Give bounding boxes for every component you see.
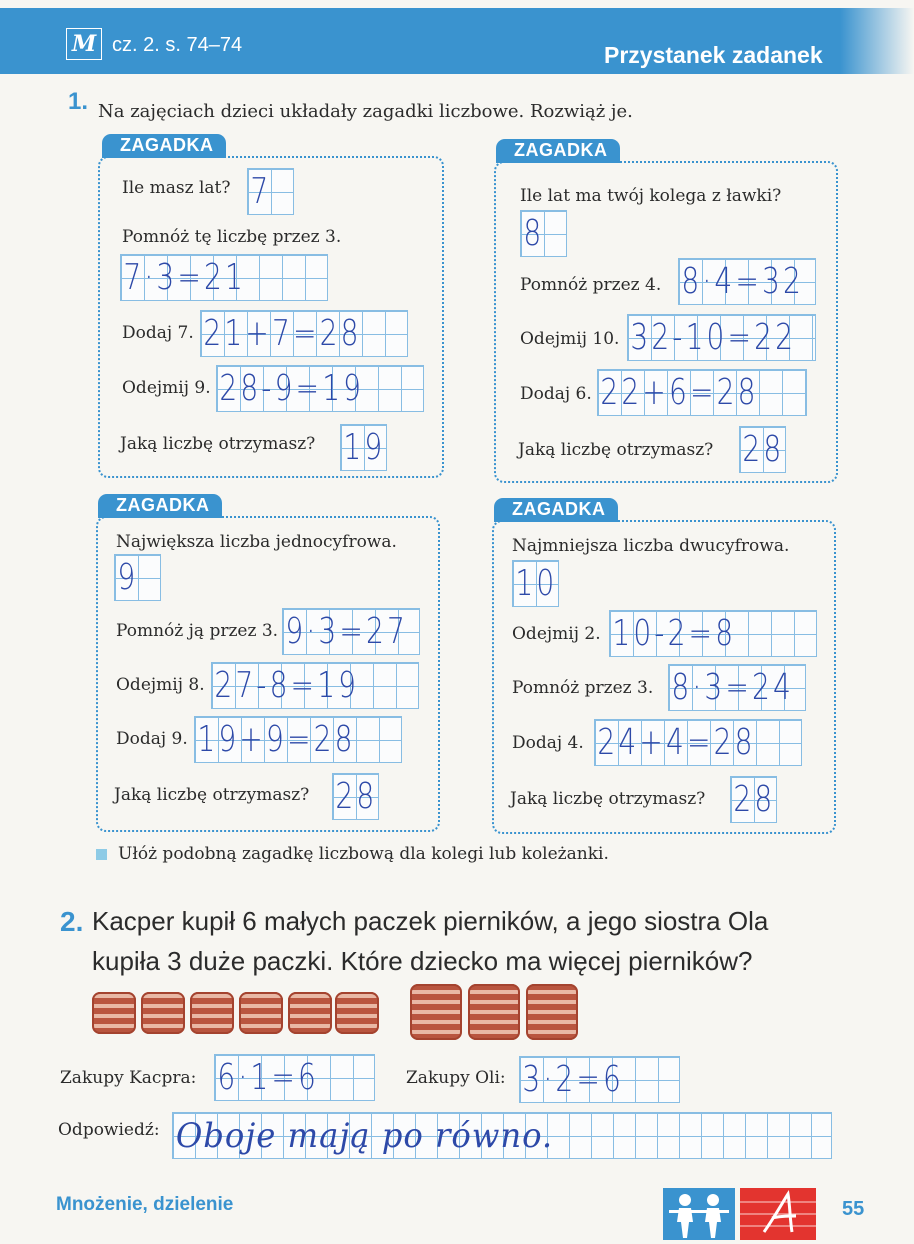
ola-answer: 3·2=6 bbox=[522, 1059, 624, 1100]
card3-line5-label: Jaką liczbę otrzymasz? bbox=[114, 785, 310, 805]
small-gingerbread-pack-icon bbox=[92, 992, 136, 1034]
card1-line5-label: Jaką liczbę otrzymasz? bbox=[120, 434, 316, 454]
card1-line2-grid[interactable] bbox=[120, 254, 328, 301]
workbook-m-icon: M bbox=[66, 28, 102, 60]
card2-tag: ZAGADKA bbox=[496, 139, 620, 163]
bullet-square-icon bbox=[96, 849, 107, 860]
card4-line5-answer: 28 bbox=[733, 779, 776, 820]
card1-line1-label: Ile masz lat? bbox=[122, 178, 231, 198]
card3-line5-grid[interactable] bbox=[332, 773, 379, 820]
card3-line2-grid[interactable] bbox=[282, 608, 420, 655]
card1-line1-answer: 7 bbox=[250, 171, 272, 212]
card2-line5-label: Jaką liczbę otrzymasz? bbox=[518, 440, 714, 460]
small-gingerbread-pack-icon bbox=[239, 992, 283, 1034]
card4-line4-answer: 24+4=28 bbox=[597, 722, 756, 763]
card4-line5-label: Jaką liczbę otrzymasz? bbox=[510, 789, 706, 809]
card4-line5-grid[interactable] bbox=[730, 776, 777, 823]
answer-text: Oboje mają po równo. bbox=[175, 1116, 554, 1156]
card2-line3-grid[interactable] bbox=[627, 314, 816, 361]
card2-line1-label: Ile lat ma twój kolega z ławki? bbox=[520, 186, 782, 206]
card4-line1-answer: 10 bbox=[515, 563, 558, 604]
task2-number: 2. bbox=[60, 906, 84, 937]
card2-line5-answer: 28 bbox=[742, 429, 785, 470]
page-title: Przystanek zadanek bbox=[604, 42, 823, 68]
card2-line5-grid[interactable] bbox=[739, 426, 786, 473]
card4-line1-grid[interactable] bbox=[512, 560, 559, 607]
small-gingerbread-pack-icon bbox=[335, 992, 379, 1034]
card1-tag: ZAGADKA bbox=[102, 134, 226, 158]
card4-line4-label: Dodaj 4. bbox=[512, 733, 584, 753]
group-work-icon bbox=[663, 1188, 735, 1240]
card4-line2-grid[interactable] bbox=[609, 610, 817, 657]
page-number: 55 bbox=[842, 1198, 865, 1220]
card3-line2-answer: 9·3=27 bbox=[285, 611, 408, 652]
task1-number: 1. bbox=[68, 88, 89, 115]
card2-line3-answer: 32-10=22 bbox=[630, 317, 797, 358]
card1-line4-label: Odejmij 9. bbox=[122, 378, 211, 398]
card4-line4-grid[interactable] bbox=[594, 719, 802, 766]
card1-line2-label: Pomnóż tę liczbę przez 3. bbox=[122, 227, 342, 247]
answer-grid[interactable] bbox=[172, 1112, 832, 1159]
kacper-grid[interactable] bbox=[214, 1054, 375, 1101]
card4-line3-grid[interactable] bbox=[668, 664, 806, 711]
card4-line2-answer: 10-2=8 bbox=[612, 613, 737, 654]
card3-line1-answer: 9 bbox=[117, 557, 139, 598]
small-gingerbread-pack-icon bbox=[288, 992, 332, 1034]
card1-line2-answer: 7·3=21 bbox=[123, 257, 246, 298]
card2-line2-label: Pomnóż przez 4. bbox=[520, 275, 662, 295]
card1-line5-answer: 19 bbox=[343, 427, 386, 468]
card3-line5-answer: 28 bbox=[335, 776, 378, 817]
card2-line4-answer: 22+6=28 bbox=[600, 372, 759, 413]
card3-line4-label: Dodaj 9. bbox=[116, 729, 188, 749]
card3-tag: ZAGADKA bbox=[98, 494, 222, 518]
card1-line3-label: Dodaj 7. bbox=[122, 323, 194, 343]
card3-line1-label: Największa liczba jednocyfrowa. bbox=[116, 532, 397, 552]
card2-line1-grid[interactable] bbox=[520, 210, 567, 257]
card3-line3-label: Odejmij 8. bbox=[116, 675, 205, 695]
card1-line4-grid[interactable] bbox=[216, 365, 424, 412]
card1-line5-grid[interactable] bbox=[340, 424, 387, 471]
card4-line2-label: Odejmij 2. bbox=[512, 624, 601, 644]
card4-line3-label: Pomnóż przez 3. bbox=[512, 678, 654, 698]
kacper-label: Zakupy Kacpra: bbox=[60, 1068, 197, 1088]
card1-line1-grid[interactable] bbox=[247, 168, 294, 215]
card3-line2-label: Pomnóż ją przez 3. bbox=[116, 621, 279, 641]
card4-line1-label: Najmniejsza liczba dwucyfrowa. bbox=[512, 536, 790, 556]
card2-line2-grid[interactable] bbox=[678, 258, 816, 305]
handwriting-a-icon bbox=[740, 1188, 816, 1240]
workbook-reference: cz. 2. s. 74–74 bbox=[112, 34, 243, 56]
header-fade bbox=[840, 0, 914, 80]
card2-line2-answer: 8·4=32 bbox=[681, 261, 804, 302]
large-gingerbread-pack-icon bbox=[468, 984, 520, 1040]
large-gingerbread-pack-icon bbox=[410, 984, 462, 1040]
card2-line4-grid[interactable] bbox=[597, 369, 807, 416]
card3-line1-grid[interactable] bbox=[114, 554, 161, 601]
task1-text: Na zajęciach dzieci układały zagadki liczbowe. Rozwiąż je. bbox=[98, 101, 633, 122]
card2-line1-answer: 8 bbox=[523, 213, 545, 254]
answer-label: Odpowiedź: bbox=[58, 1120, 160, 1140]
card1-line3-grid[interactable] bbox=[200, 310, 408, 357]
card1-line4-answer: 28-9=19 bbox=[219, 368, 365, 409]
task2-text-line2: kupiła 3 duże paczki. Które dziecko ma więcej pierników? bbox=[92, 946, 753, 976]
card4-tag: ZAGADKA bbox=[494, 498, 618, 522]
kacper-answer: 6·1=6 bbox=[217, 1057, 319, 1098]
ola-label: Zakupy Oli: bbox=[406, 1068, 506, 1088]
small-gingerbread-pack-icon bbox=[141, 992, 185, 1034]
card4-line3-answer: 8·3=24 bbox=[671, 667, 794, 708]
card1-line3-answer: 21+7=28 bbox=[203, 313, 362, 354]
ola-grid[interactable] bbox=[519, 1056, 680, 1103]
card2-line3-label: Odejmij 10. bbox=[520, 329, 620, 349]
card3-line4-grid[interactable] bbox=[194, 716, 402, 763]
task1-extra-instruction: Ułóż podobną zagadkę liczbową dla kolegi lub koleżanki. bbox=[118, 844, 609, 864]
task2-text-line1: Kacper kupił 6 małych paczek pierników, a jego siostra Ola bbox=[92, 906, 769, 936]
card2-line4-label: Dodaj 6. bbox=[520, 384, 592, 404]
large-gingerbread-pack-icon bbox=[526, 984, 578, 1040]
card3-line3-answer: 27-8=19 bbox=[214, 665, 360, 706]
small-gingerbread-pack-icon bbox=[190, 992, 234, 1034]
card3-line4-answer: 19+9=28 bbox=[197, 719, 356, 760]
section-title: Mnożenie, dzielenie bbox=[56, 1194, 234, 1215]
card3-line3-grid[interactable] bbox=[211, 662, 419, 709]
